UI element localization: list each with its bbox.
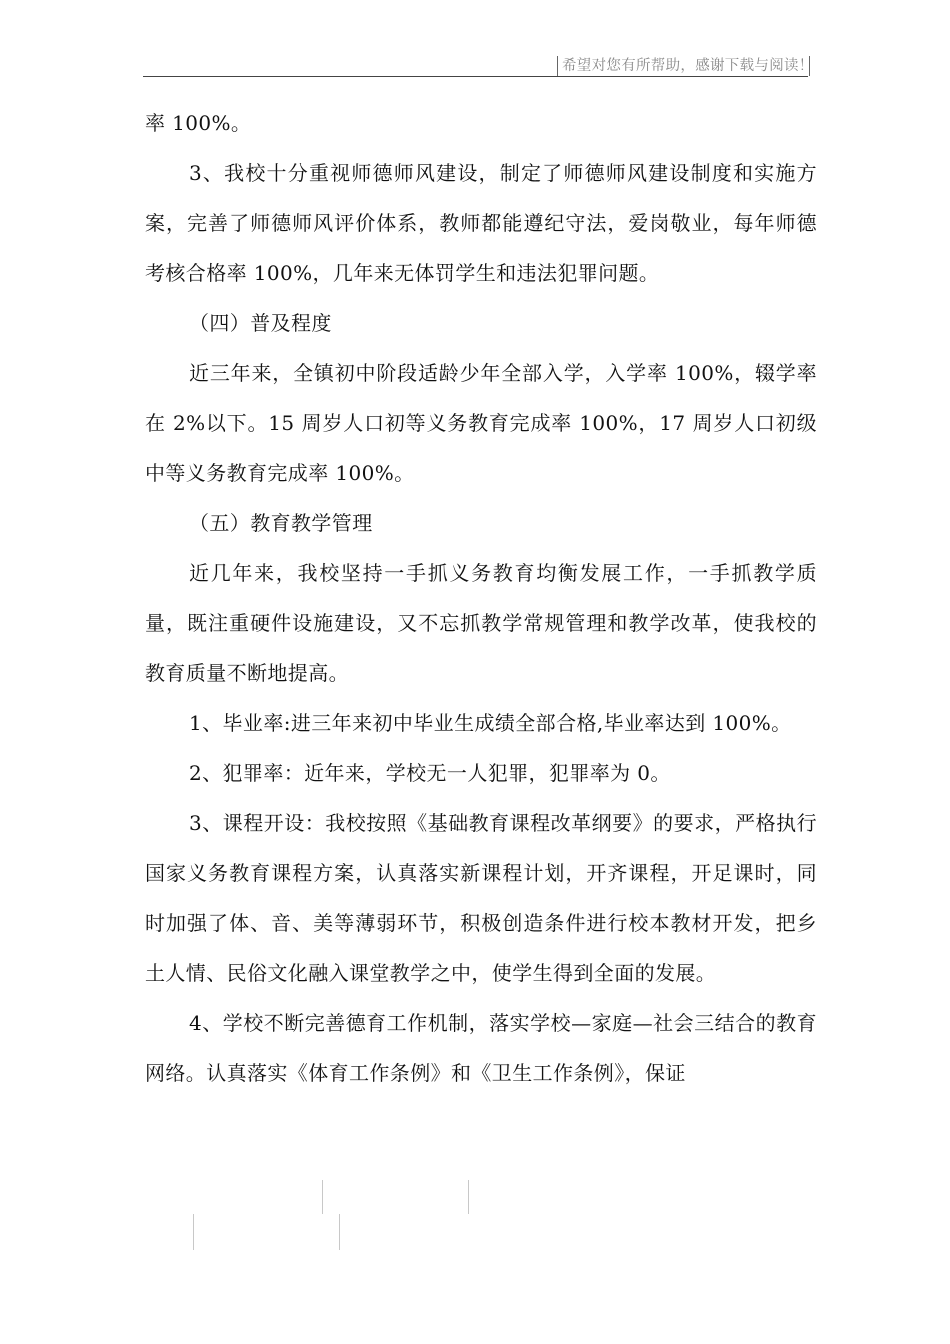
document-body [145, 98, 817, 1098]
section-heading-teaching-management: （五）教育教学管理 [189, 511, 373, 535]
scan-mark-line [322, 1180, 323, 1214]
paragraph-curriculum: 3、课程开设：我校按照《基础教育课程改革纲要》的要求，严格执行国家义务教育课程方案，认真落实新课程计划，开齐课程，开足课时，同时加强了体、音、美等薄弱环节，积极创造条件进行校本教材开发，把乡土人情、民俗文化融入课堂教学之中，使学生得到全面的发展。 [145, 811, 817, 985]
header-note: 希望对您有所帮助，感谢下载与阅读！ [562, 58, 814, 74]
paragraph-graduation-rate: 1、毕业率:进三年来初中毕业生成绩全部合格,毕业率达到 100%。 [189, 711, 792, 735]
paragraph-enrollment: 近三年来，全镇初中阶段适龄少年全部入学，入学率 100%，辍学率在 2%以下。15 周岁人口初等义务教育完成率 100%，17 周岁人口初级中等义务教育完成率 100%。 [145, 361, 817, 485]
paragraph-moral-education: 4、学校不断完善德育工作机制，落实学校—家庭—社会三结合的教育网络。认真落实《体育工作条例》和《卫生工作条例》，保证 [145, 1011, 817, 1085]
scan-mark-line [339, 1214, 340, 1250]
scan-mark-line [468, 1180, 469, 1214]
section-heading-popularization: （四）普及程度 [189, 311, 332, 335]
scan-mark-line [193, 1214, 194, 1250]
paragraph-teaching-quality: 近几年来，我校坚持一手抓义务教育均衡发展工作，一手抓教学质量，既注重硬件设施建设，又不忘抓教学常规管理和教学改革，使我校的教育质量不断地提高。 [145, 561, 817, 685]
paragraph-continuation: 率 100%。 [145, 111, 252, 135]
paragraph-teacher-ethics: 3、我校十分重视师德师风建设，制定了师德师风建设制度和实施方案，完善了师德师风评价体系，教师都能遵纪守法，爱岗敬业，每年师德考核合格率 100%，几年来无体罚学生和违法犯罪问题。 [145, 161, 817, 285]
header-rule [143, 76, 808, 77]
paragraph-crime-rate: 2、犯罪率：近年来，学校无一人犯罪，犯罪率为 0。 [189, 761, 671, 785]
